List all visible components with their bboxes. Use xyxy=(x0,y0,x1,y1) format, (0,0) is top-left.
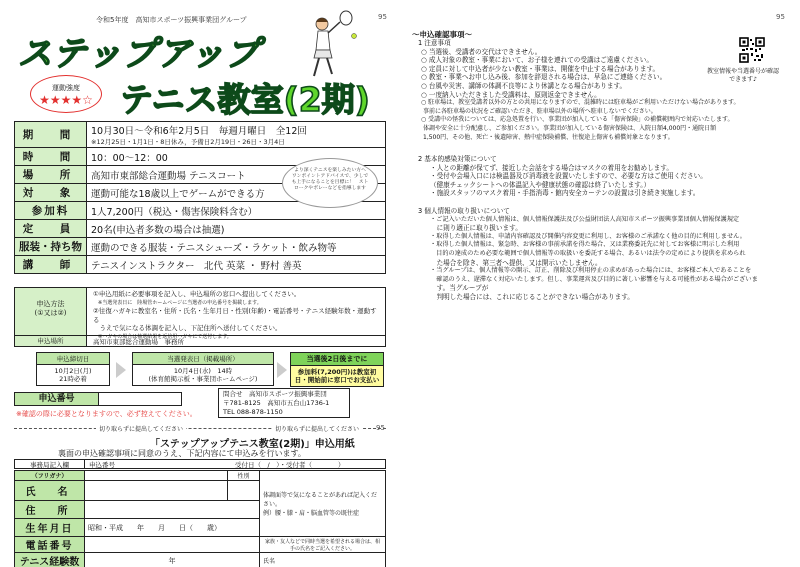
form-title: 「ステップアップテニス教室(2期)」申込用紙 xyxy=(150,439,355,450)
page-title-line2: テニス教室(2期) xyxy=(120,80,370,119)
privacy-item: た場合を除き、第三者へ提供、又は開示いたしません。 xyxy=(430,258,602,267)
apply-line: ①申込用紙に必要事項を記入し、申込場所の窓口へ提出してください。 xyxy=(93,290,301,298)
privacy-item: ・当グループは、個人情報等の開示、訂正、削除及び利用停止の求めがあった場合には、お客様ご本人であることを xyxy=(430,267,752,275)
fee-value: 1人7,200円（税込・傷害保険料含む） xyxy=(87,202,386,220)
period-note: ※12月25日・1月1日・8日休み，予備日2月19日・26日・3月4日 xyxy=(91,138,285,146)
infection-item: ・受付や会場入口には検温器及び消毒液を設置いたしますので、必要な方はご使用ください。 xyxy=(430,172,707,181)
period-cell xyxy=(87,122,386,148)
deadline-time: 21時必着 xyxy=(59,375,87,383)
experience-label: テニス経験数 xyxy=(15,553,85,567)
privacy-section xyxy=(418,207,788,302)
confirmation-title: ～申込確認事項～ xyxy=(412,30,472,39)
phone-label: 電話番号 xyxy=(15,537,85,553)
privacy-item: 目的の達成のため必要な範囲で個人情報等の取扱いを委託する場合、あるいは法令の定めにより提供を求められ xyxy=(430,249,746,257)
clothing-value: 運動のできる服装・テニスシューズ・ラケット・飲み物等 xyxy=(87,238,386,256)
privacy-item: 確認のうえ、遅滞なく対応いたします。但し、事業運営及び目的に著しい影響を与える可能性がある場合がございま xyxy=(430,275,758,283)
note-item: 体調や安全に十分配慮し、ご参加ください。事業団が加入している傷害保険は、入院日額4,000円・通院日額 xyxy=(423,124,717,132)
page-number-left: 95 xyxy=(378,13,387,21)
apply-method-box xyxy=(14,287,386,340)
family-name-input[interactable]: 氏名 xyxy=(260,553,386,567)
application-number-box xyxy=(14,392,182,406)
contact-box xyxy=(218,388,350,418)
deadline-label: 申込締切日 xyxy=(37,353,109,365)
furigana-label: （フリガナ） xyxy=(15,471,85,481)
note-item: 1,500円、その他、死亡・後遺障害、熱中症保険補償、往復途上傷害も補償対象となります。 xyxy=(423,133,674,141)
note-item: ○ 当選後、受講者の交代はできません。 xyxy=(421,47,542,56)
birth-label: 生年月日 xyxy=(15,519,85,537)
name-label: 氏 名 xyxy=(15,481,85,501)
apply-method-text xyxy=(93,290,382,342)
cut-text: 切り取らずに提出してください xyxy=(96,424,186,433)
notes-heading: 1 注意事項 xyxy=(418,39,451,47)
apply-place-label: 申込場所 xyxy=(15,336,87,346)
clothing-label: 服装・持ち物 xyxy=(15,238,87,256)
contact-line: 〒781-8125 高知市五台山1736-1 xyxy=(223,399,330,407)
note-item: ○ 駐車場は、教室受講者以外の方との共用になりますので、混雑時には駐車場がご利用いただけない場合があります。 xyxy=(421,99,740,107)
contact-line: TEL 088-878-1150 xyxy=(223,408,283,416)
place-value: 高知市東部総合運動場 テニスコート xyxy=(87,166,386,184)
target-value: 運動可能な18歳以上でゲームができる方 xyxy=(87,184,386,202)
infection-section xyxy=(418,155,788,198)
privacy-item: ・ご記入いただいた個人情報は、個人情報保護法及び公益財団法人高知市スポーツ振興事業団個人情報保護規定 xyxy=(430,215,740,223)
health-cell[interactable] xyxy=(260,471,386,537)
privacy-item: ・取得した個人情報は、緊急時、お客様の事前承諾を得た場合、又は業務委託先に対してお客様に明示した利用 xyxy=(430,241,740,249)
cut-text: 切り取らずに提出してください xyxy=(272,424,362,433)
note-item: ○ 成人対象の教室・事業において、お子様を連れての受講はご遠慮ください。 xyxy=(421,56,653,65)
flow-arrow-icon xyxy=(116,362,126,378)
apply-method-label-2: (①又は②) xyxy=(34,309,67,317)
time-label: 時 間 xyxy=(15,148,87,166)
target-label: 対 象 xyxy=(15,184,87,202)
instructor-value: テニスインストラクター 北代 英菜 ・ 野村 善英 xyxy=(87,256,386,274)
note-item: 事前に各駐車場の状況をご確認いただき、駐車場以外の場所へ駐車しないでください。 xyxy=(423,107,657,115)
deadline-body xyxy=(37,365,109,385)
result-value: 参加料(7,200円)は教室初日・開始前に窓口でお支払い xyxy=(291,366,383,386)
instructor-label: 講 師 xyxy=(15,256,87,274)
tennis-player-icon xyxy=(300,10,360,80)
received-label: 受付日（ / ）・受付者（ ） xyxy=(235,461,345,469)
infection-item: ・施設スタッフのマスク着用・手指消毒・館内安全カーテンの設置は引き続き実施します。 xyxy=(430,189,700,198)
apply-place-value: 高知市東部総合運動場 事務所 xyxy=(93,338,184,346)
qr-code-icon[interactable] xyxy=(739,37,765,63)
apply-line: ※当選発表日に 陸場管ホームページに当選者の申込番号を掲載します。 xyxy=(93,299,262,306)
result-label: 当選後2日後までに xyxy=(291,353,383,366)
health-label: 体調面等で気になることがあれば記入ください。 xyxy=(263,492,378,508)
result-box xyxy=(290,352,384,387)
apply-method-label xyxy=(15,288,87,335)
apply-line: うえで気になる体調を記入し、下記住所へ送付してください。 xyxy=(93,324,282,333)
experience-input[interactable]: 年 xyxy=(85,553,260,567)
application-number-label: 申込番号 xyxy=(15,393,99,405)
page-number-right: 95 xyxy=(776,13,785,21)
name-input[interactable] xyxy=(85,481,228,501)
fee-label: 参加料 xyxy=(15,202,87,220)
phone-input[interactable] xyxy=(85,537,260,553)
privacy-item: 判明した場合には、これに応じることができない場合があります。 xyxy=(430,292,634,301)
note-item: ○ 定員に対して申込者が少ない教室・事業は、開催を中止する場合があります。 xyxy=(421,64,660,73)
deadline-value: 10月2日(月) xyxy=(54,367,92,375)
announce-label: 当選発表日（掲載場所） xyxy=(133,353,273,365)
intensity-stars: ★★★★☆ xyxy=(39,93,93,107)
gender-input[interactable] xyxy=(228,481,260,501)
address-input[interactable] xyxy=(85,501,260,519)
application-number-note: ※確認の際に必要となりますので、必ず控えてください。 xyxy=(16,410,197,418)
note-item: ○ 台風や災害、講師の体調不良等により休講となる場合があります。 xyxy=(421,81,627,90)
announce-value: 10月4日(水) 14時 xyxy=(173,367,233,375)
flow-arrow-icon xyxy=(277,362,287,378)
health-example: 例）腰・膝・肩・脳血管等の既往症 xyxy=(263,510,360,517)
furigana-input[interactable] xyxy=(85,471,228,481)
organizer: 令和5年度 高知市スポーツ振興事業団グループ xyxy=(96,16,247,24)
announce-note: (体育館掲示板・事業団ホームページ) xyxy=(148,375,258,383)
family-label: 家族・友人などで同時当選を希望される場合は、相手の氏名をご記入ください。 xyxy=(260,537,386,553)
announce-body xyxy=(133,365,273,385)
apply-line: ※ハガキの場合は抽選結果を返信用ハガキにて送付します。 xyxy=(93,333,232,340)
intensity-label: 運動強度 xyxy=(52,84,80,92)
capacity-label: 定 員 xyxy=(15,220,87,238)
period-label: 期 間 xyxy=(15,122,87,148)
office-appnum-label: 申込番号 xyxy=(89,461,115,469)
form-subtitle: 裏面の申込確認事項に同意のうえ、下記内容にて申込みを行います。 xyxy=(58,449,306,458)
apply-place-box xyxy=(14,336,386,347)
page-title-line1: ステップアップ xyxy=(18,34,260,74)
period-value: 10月30日～令和6年2月5日 毎週月曜日 全12回 xyxy=(91,126,307,137)
application-form xyxy=(14,470,386,567)
apply-method-label-1: 申込方法 xyxy=(36,300,65,308)
announce-box xyxy=(132,352,274,386)
capacity-value: 20名(申込者多数の場合は抽選) xyxy=(87,220,386,238)
infection-item: ・人との距離が保てず、接近した会話をする場合はマスクの着用をお勧めします。 xyxy=(430,163,673,172)
qr-caption: 教室情報や当選番号が確認できます♪ xyxy=(706,68,779,83)
privacy-item: す。当グループが xyxy=(430,284,489,293)
infection-heading: 2 基本的感染対策について xyxy=(418,155,497,163)
place-label: 場 所 xyxy=(15,166,87,184)
advice-bubble: より深くテニスを楽しみたい方へ ワンポイントアドバイスで、少しでも上手になることを目標に！ ストロークやボレーなどを指導します xyxy=(282,158,378,208)
office-use-row xyxy=(14,459,386,469)
apply-line: ②往復ハガキに教室名・住所・氏名・生年月日・性別(年齢)・電話番号・テニス経験年数・運動する xyxy=(93,307,377,324)
infection-item: （健康チェックシートへの体温記入や健康状態の確認は終了いたします。） xyxy=(430,180,651,189)
note-item: ○ 受講中の怪我については、応急処置を行い、事業団が加入している「傷害保険」の補償範囲内で対応いたします。 xyxy=(421,116,734,124)
office-use-label: 事務局記入欄 xyxy=(15,460,85,469)
deadline-box xyxy=(36,352,110,386)
privacy-heading: 3 個人情報の取り扱いについて xyxy=(418,207,510,215)
note-item: ○ 教室・事業へお申し込み後、参加を辞退される場合は、早急にご連絡ください。 xyxy=(421,73,667,82)
page-number-form: 95 xyxy=(376,424,385,432)
intensity-badge xyxy=(30,75,102,113)
contact-line: 問合せ 高知市スポーツ振興事業団 xyxy=(223,390,327,398)
privacy-item: に則り適正に取り扱います。 xyxy=(430,224,522,233)
gender-label: 性別 xyxy=(228,471,260,481)
birth-input[interactable]: 昭和・平成 年 月 日（ 歳） xyxy=(85,519,260,537)
notes-section xyxy=(418,39,788,142)
privacy-item: ・取得した個人情報は、申請内容確認及び開催内容変更に利用し、お客様のご承諾なく他の目的に利用しません。 xyxy=(430,232,746,240)
note-item: ○ 一度納入いただきました受講料は、原則返金できません。 xyxy=(421,90,601,99)
time-value: 10：00～12：00 xyxy=(87,148,386,166)
address-label: 住 所 xyxy=(15,501,85,519)
